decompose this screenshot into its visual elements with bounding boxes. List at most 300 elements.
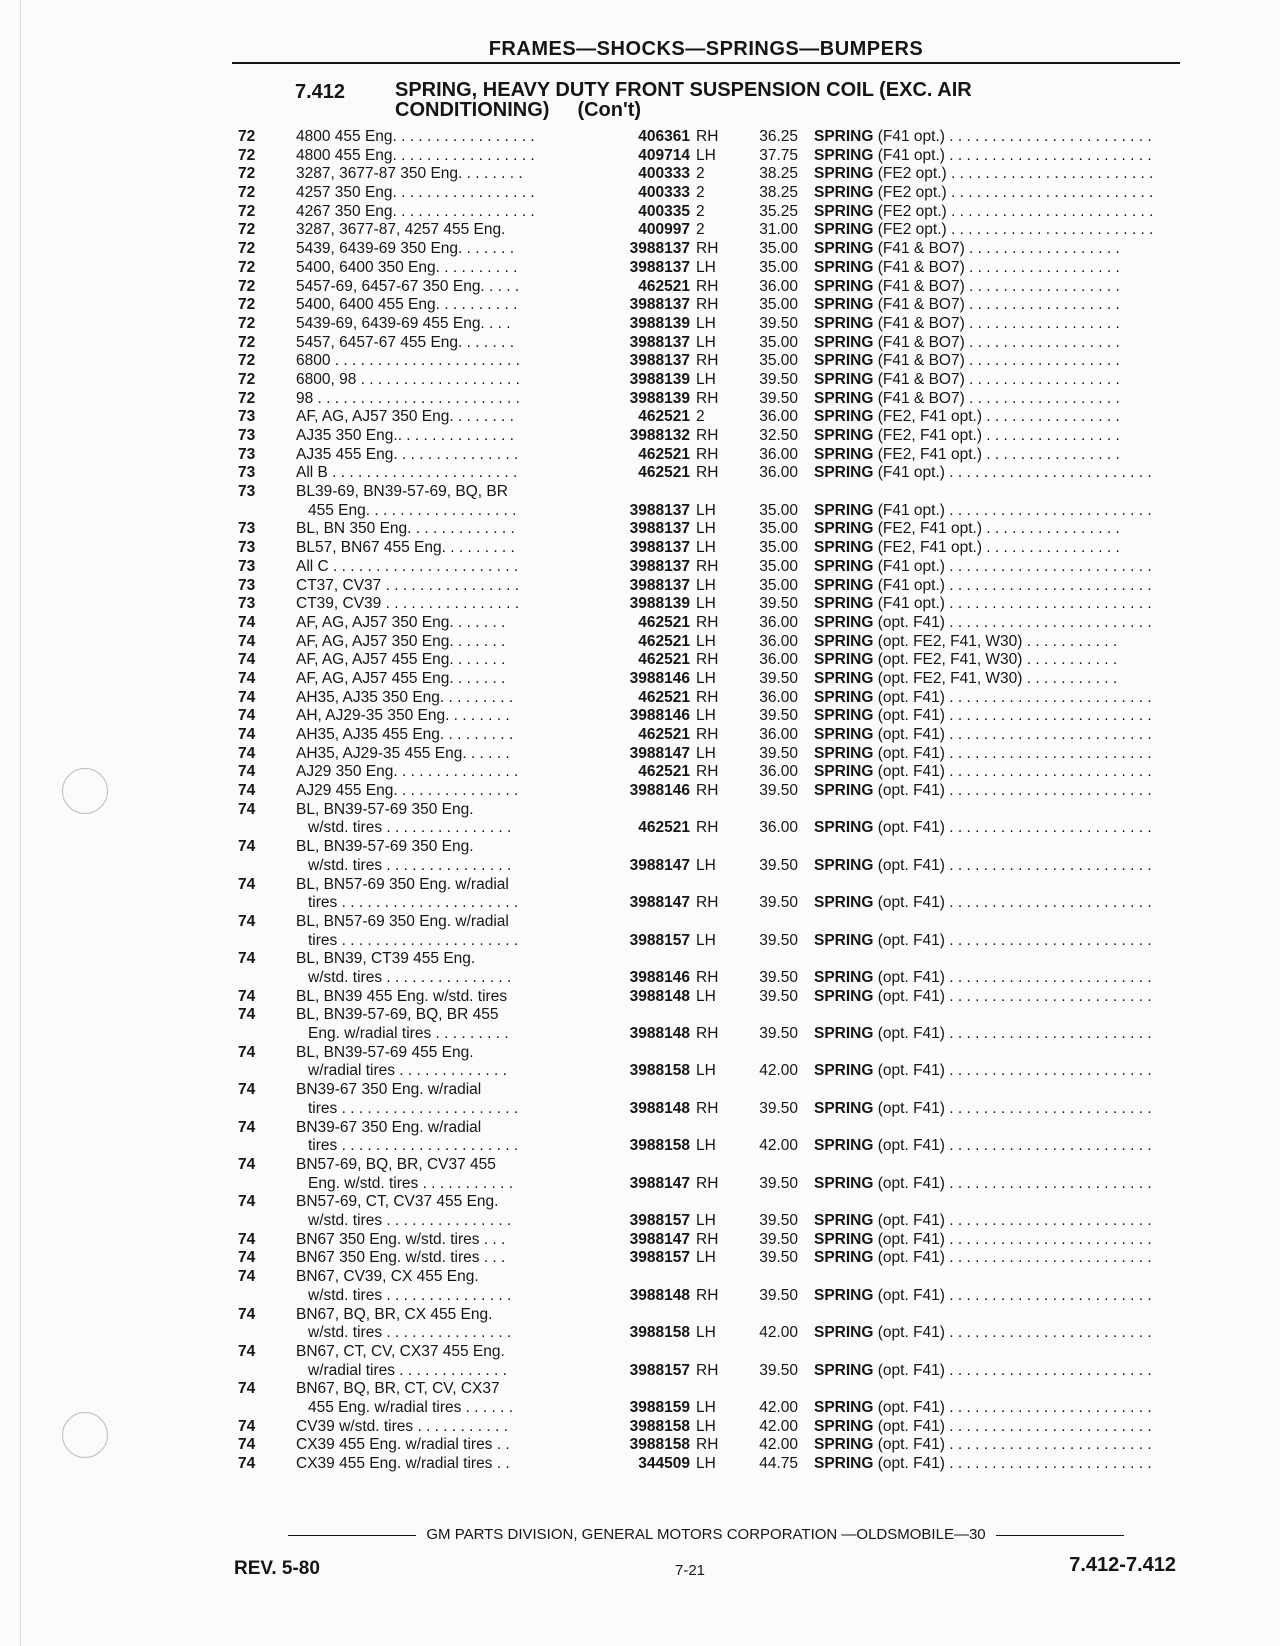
part-name-label: SPRING: [814, 744, 874, 762]
table-row: [0, 1081, 1280, 1118]
year: 73: [238, 595, 256, 613]
part-number: 3988137: [629, 520, 690, 538]
option-note: (opt. F41) . . . . . . . . . . . . . . . . . . . . . . . .: [877, 856, 1152, 874]
table-row: [0, 296, 1280, 315]
part-name: [814, 782, 1176, 801]
part-name-label: SPRING: [814, 1099, 874, 1117]
year: 74: [238, 613, 256, 631]
year: 73: [238, 445, 256, 463]
option-note: (opt. F41) . . . . . . . . . . . . . . . . . . . . . . . .: [877, 1398, 1152, 1416]
option-note: (opt. F41) . . . . . . . . . . . . . . . . . . . . . . . .: [877, 726, 1152, 744]
table-row: [0, 726, 1280, 745]
year: 72: [238, 389, 256, 407]
description: BN67 350 Eng. w/std. tires . . .: [296, 1230, 506, 1248]
part-name: [814, 763, 1176, 782]
description: 5400, 6400 350 Eng. . . . . . . . . .: [296, 258, 518, 276]
part-name: [814, 427, 1176, 446]
part-name-label: SPRING: [814, 314, 874, 332]
side-or-qty: LH: [696, 370, 716, 388]
part-name: [814, 595, 1176, 614]
option-note: (opt. FE2, F41, W30) . . . . . . . . . . .: [877, 669, 1118, 687]
option-note: (opt. F41) . . . . . . . . . . . . . . . . . . . . . . . .: [877, 744, 1152, 762]
table-row: [0, 184, 1280, 203]
part-name-label: SPRING: [814, 1212, 874, 1230]
year: 73: [238, 427, 256, 444]
part-number: 3988159: [629, 1398, 690, 1416]
part-name-label: SPRING: [814, 333, 874, 351]
part-name: [814, 240, 1176, 259]
year: 74: [238, 669, 256, 687]
side-or-qty: RH: [696, 128, 719, 145]
part-name-label: SPRING: [814, 202, 874, 220]
part-name: [814, 1287, 1176, 1306]
description: BL39-69, BN39-57-69, BQ, BR: [296, 483, 508, 501]
part-number: 409714: [638, 146, 690, 164]
year: 74: [238, 707, 256, 725]
side-or-qty: LH: [696, 501, 716, 519]
part-name: [814, 969, 1176, 988]
year: 73: [238, 408, 256, 426]
description: Eng. w/radial tires . . . . . . . . .: [308, 1025, 509, 1043]
part-number: 3988157: [629, 931, 690, 949]
year: 74: [238, 744, 256, 762]
year: 72: [238, 165, 256, 183]
option-note: (F41 & BO7) . . . . . . . . . . . . . . . . . .: [877, 370, 1120, 388]
description: AJ29 455 Eng. . . . . . . . . . . . . . .: [296, 782, 519, 800]
table-row: [0, 988, 1280, 1007]
part-number: 3988147: [629, 894, 690, 912]
part-name-label: SPRING: [814, 969, 874, 987]
option-note: (opt. F41) . . . . . . . . . . . . . . . . . . . . . . . .: [877, 894, 1152, 912]
side-or-qty: LH: [696, 1417, 716, 1435]
description: AF, AG, AJ57 350 Eng. . . . . . .: [296, 632, 506, 650]
part-name-label: SPRING: [814, 1174, 874, 1192]
option-note: (FE2 opt.) . . . . . . . . . . . . . . . . . . . . . . . .: [877, 184, 1154, 202]
part-name: [814, 651, 1176, 670]
year: 74: [238, 632, 256, 650]
year: 74: [238, 1081, 256, 1099]
price: 39.50: [759, 969, 798, 987]
price: 39.50: [759, 1025, 798, 1043]
table-row: [0, 352, 1280, 371]
price: 38.25: [759, 165, 798, 183]
part-number: 3988146: [629, 669, 690, 687]
part-number: 3988137: [629, 557, 690, 575]
description: AF, AG, AJ57 350 Eng. . . . . . . .: [296, 408, 514, 426]
side-or-qty: RH: [696, 1025, 719, 1043]
option-note: (F41 & BO7) . . . . . . . . . . . . . . . . . .: [877, 296, 1120, 314]
price: 36.00: [759, 819, 798, 837]
option-note: (opt. F41) . . . . . . . . . . . . . . . . . . . . . . . .: [877, 688, 1152, 706]
price: 39.50: [759, 1249, 798, 1267]
part-name-label: SPRING: [814, 1324, 874, 1342]
part-name: [814, 221, 1176, 240]
part-number: 462521: [638, 726, 690, 744]
part-name: [814, 390, 1176, 409]
table-row: [0, 558, 1280, 577]
option-note: (opt. F41) . . . . . . . . . . . . . . . . . . . . . . . .: [877, 931, 1152, 949]
option-note: (opt. F41) . . . . . . . . . . . . . . . . . . . . . . . .: [877, 782, 1152, 800]
part-name-label: SPRING: [814, 632, 874, 650]
side-or-qty: RH: [696, 427, 719, 444]
part-name-label: SPRING: [814, 128, 874, 145]
description: 3287, 3677-87 350 Eng. . . . . . . .: [296, 165, 523, 183]
side-or-qty: LH: [696, 539, 716, 557]
price: 39.50: [759, 744, 798, 762]
side-or-qty: RH: [696, 782, 719, 800]
part-name-label: SPRING: [814, 1025, 874, 1043]
side-or-qty: LH: [696, 1324, 716, 1342]
part-name: [814, 670, 1176, 689]
part-name-label: SPRING: [814, 352, 874, 370]
price: 39.50: [759, 987, 798, 1005]
option-note: (opt. F41) . . . . . . . . . . . . . . . . . . . . . . . .: [877, 819, 1152, 837]
year: 72: [238, 184, 256, 202]
part-number: 3988137: [629, 258, 690, 276]
year: 73: [238, 576, 256, 594]
year: 74: [238, 726, 256, 744]
part-name: [814, 558, 1176, 577]
description: AF, AG, AJ57 455 Eng. . . . . . .: [296, 651, 506, 669]
price: 39.50: [759, 782, 798, 800]
part-name: [814, 502, 1176, 521]
part-number: 3988137: [629, 352, 690, 370]
side-or-qty: RH: [696, 651, 719, 669]
description: 5439, 6439-69 350 Eng. . . . . . .: [296, 240, 515, 258]
year: 72: [238, 352, 256, 370]
part-number: 3988147: [629, 1174, 690, 1192]
description: CX39 455 Eng. w/radial tires . .: [296, 1455, 510, 1473]
option-note: (opt. F41) . . . . . . . . . . . . . . . . . . . . . . . .: [877, 987, 1152, 1005]
part-name-label: SPRING: [814, 539, 874, 557]
option-note: (F41 & BO7) . . . . . . . . . . . . . . . . . .: [877, 352, 1120, 370]
table-row: [0, 1343, 1280, 1380]
part-number: 3988146: [629, 969, 690, 987]
part-number: 3988148: [629, 987, 690, 1005]
side-or-qty: RH: [696, 819, 719, 837]
side-or-qty: LH: [696, 146, 716, 164]
price: 35.00: [759, 296, 798, 314]
table-row: [0, 689, 1280, 708]
year: 74: [238, 1118, 256, 1136]
part-name: [814, 689, 1176, 708]
description: AJ29 350 Eng. . . . . . . . . . . . . . .: [296, 763, 519, 781]
part-name-label: SPRING: [814, 1286, 874, 1304]
section-title-line1: SPRING, HEAVY DUTY FRONT SUSPENSION COIL (EXC. AIR: [395, 79, 972, 101]
description: BL, BN 350 Eng. . . . . . . . . . . . .: [296, 520, 515, 538]
price: 39.50: [759, 669, 798, 687]
option-note: (F41 & BO7) . . . . . . . . . . . . . . . . . .: [877, 258, 1120, 276]
option-note: (opt. F41) . . . . . . . . . . . . . . . . . . . . . . . .: [877, 1137, 1152, 1155]
year: 72: [238, 296, 256, 314]
year: 72: [238, 202, 256, 220]
part-name: [814, 1137, 1176, 1156]
price: 39.50: [759, 1286, 798, 1304]
part-name-label: SPRING: [814, 576, 874, 594]
part-number: 3988157: [629, 1361, 690, 1379]
part-name-label: SPRING: [814, 651, 874, 669]
part-number: 3988147: [629, 744, 690, 762]
description: BN39-67 350 Eng. w/radial: [296, 1081, 482, 1099]
description: AH, AJ29-35 350 Eng. . . . . . . .: [296, 707, 510, 725]
description: tires . . . . . . . . . . . . . . . . . . . . .: [308, 931, 519, 949]
side-or-qty: 2: [696, 202, 705, 220]
side-or-qty: 2: [696, 165, 705, 183]
part-number: 3988146: [629, 707, 690, 725]
description: BN67, BQ, BR, CX 455 Eng.: [296, 1305, 493, 1323]
description: w/radial tires . . . . . . . . . . . . .: [308, 1062, 507, 1080]
part-number: 406361: [638, 128, 690, 145]
table-row: [0, 390, 1280, 409]
part-name: [814, 707, 1176, 726]
part-name-label: SPRING: [814, 1361, 874, 1379]
option-note: (FE2 opt.) . . . . . . . . . . . . . . . . . . . . . . . .: [877, 221, 1154, 239]
part-number: 462521: [638, 763, 690, 781]
price: 35.00: [759, 520, 798, 538]
description: BN57-69, CT, CV37 455 Eng.: [296, 1193, 499, 1211]
part-name-label: SPRING: [814, 389, 874, 407]
part-number: 3988157: [629, 1249, 690, 1267]
year: 72: [238, 128, 256, 145]
side-or-qty: RH: [696, 763, 719, 781]
option-note: (opt. F41) . . . . . . . . . . . . . . . . . . . . . . . .: [877, 1174, 1152, 1192]
description: 3287, 3677-87, 4257 455 Eng.: [296, 221, 506, 239]
table-row: [0, 1119, 1280, 1156]
year: 74: [238, 838, 256, 856]
part-number: 3988148: [629, 1025, 690, 1043]
price: 39.50: [759, 707, 798, 725]
year: 74: [238, 800, 256, 818]
side-or-qty: LH: [696, 1062, 716, 1080]
part-number: 3988137: [629, 296, 690, 314]
description: AH35, AJ35 455 Eng. . . . . . . . .: [296, 726, 514, 744]
table-row: [0, 408, 1280, 427]
part-number: 462521: [638, 613, 690, 631]
description: AF, AG, AJ57 455 Eng. . . . . . .: [296, 669, 506, 687]
side-or-qty: LH: [696, 856, 716, 874]
part-name-label: SPRING: [814, 520, 874, 538]
description: CV39 w/std. tires . . . . . . . . . . .: [296, 1417, 508, 1435]
part-name: [814, 1175, 1176, 1194]
description: 5457-69, 6457-67 350 Eng. . . . .: [296, 277, 520, 295]
price: 39.50: [759, 931, 798, 949]
part-name: [814, 1062, 1176, 1081]
table-row: [0, 259, 1280, 278]
year: 74: [238, 1305, 256, 1323]
side-or-qty: RH: [696, 1099, 719, 1117]
part-name-label: SPRING: [814, 707, 874, 725]
table-row: [0, 278, 1280, 297]
table-row: [0, 801, 1280, 838]
side-or-qty: RH: [696, 240, 719, 258]
side-or-qty: RH: [696, 389, 719, 407]
part-name-label: SPRING: [814, 501, 874, 519]
description: All B . . . . . . . . . . . . . . . . . . . . . .: [296, 464, 518, 482]
description: BL57, BN67 455 Eng. . . . . . . . .: [296, 539, 515, 557]
part-name-label: SPRING: [814, 445, 874, 463]
table-row: [0, 1380, 1280, 1417]
part-name-label: SPRING: [814, 1137, 874, 1155]
option-note: (FE2 opt.) . . . . . . . . . . . . . . . . . . . . . . . .: [877, 165, 1154, 183]
part-name: [814, 371, 1176, 390]
description: AH35, AJ29-35 455 Eng. . . . . .: [296, 744, 510, 762]
description: 4800 455 Eng. . . . . . . . . . . . . . . . .: [296, 146, 535, 164]
year: 74: [238, 1249, 256, 1267]
year: 74: [238, 1455, 256, 1473]
part-name: [814, 1231, 1176, 1250]
price: 42.00: [759, 1137, 798, 1155]
table-row: [0, 128, 1280, 147]
part-name: [814, 745, 1176, 764]
option-note: (F41 & BO7) . . . . . . . . . . . . . . . . . .: [877, 389, 1120, 407]
part-name-label: SPRING: [814, 1062, 874, 1080]
part-name: [814, 147, 1176, 166]
part-number: 462521: [638, 408, 690, 426]
part-number: 462521: [638, 632, 690, 650]
part-name: [814, 988, 1176, 1007]
part-name: [814, 1249, 1176, 1268]
part-number: 400997: [638, 221, 690, 239]
part-name: [814, 165, 1176, 184]
part-name-label: SPRING: [814, 146, 874, 164]
part-name: [814, 1436, 1176, 1455]
part-number: 3988139: [629, 389, 690, 407]
side-or-qty: LH: [696, 1212, 716, 1230]
part-name-label: SPRING: [814, 184, 874, 202]
table-row: [0, 838, 1280, 875]
part-name: [814, 464, 1176, 483]
price: 35.25: [759, 202, 798, 220]
part-name: [814, 315, 1176, 334]
year: 72: [238, 277, 256, 295]
part-name-label: SPRING: [814, 296, 874, 314]
year: 74: [238, 651, 256, 669]
part-name: [814, 203, 1176, 222]
part-name: [814, 128, 1176, 147]
description: 98 . . . . . . . . . . . . . . . . . . . . . . . .: [296, 389, 520, 407]
option-note: (opt. F41) . . . . . . . . . . . . . . . . . . . . . . . .: [877, 1361, 1152, 1379]
year: 74: [238, 763, 256, 781]
description: BL, BN39, CT39 455 Eng.: [296, 950, 476, 968]
table-row: [0, 913, 1280, 950]
year: 74: [238, 950, 256, 968]
option-note: (opt. F41) . . . . . . . . . . . . . . . . . . . . . . . .: [877, 1455, 1152, 1473]
description: 4257 350 Eng. . . . . . . . . . . . . . . . .: [296, 184, 535, 202]
price: 39.50: [759, 595, 798, 613]
year: 74: [238, 875, 256, 893]
table-row: [0, 1268, 1280, 1305]
description: AF, AG, AJ57 350 Eng. . . . . . .: [296, 613, 506, 631]
table-row: [0, 614, 1280, 633]
description: tires . . . . . . . . . . . . . . . . . . . . .: [308, 1137, 519, 1155]
description: w/std. tires . . . . . . . . . . . . . . .: [308, 1286, 512, 1304]
table-row: [0, 1193, 1280, 1230]
section-title-line2: [395, 100, 641, 120]
side-or-qty: LH: [696, 258, 716, 276]
part-name: [814, 1399, 1176, 1418]
table-row: [0, 147, 1280, 166]
description: BL, BN57-69 350 Eng. w/radial: [296, 875, 509, 893]
price: 36.00: [759, 763, 798, 781]
year: 74: [238, 1268, 256, 1286]
year: 74: [238, 1006, 256, 1024]
part-name-label: SPRING: [814, 464, 874, 482]
description: CT39, CV39 . . . . . . . . . . . . . . . .: [296, 595, 520, 613]
part-name-label: SPRING: [814, 669, 874, 687]
price: 35.00: [759, 501, 798, 519]
description: AH35, AJ35 350 Eng. . . . . . . . .: [296, 688, 514, 706]
part-number: 400335: [638, 202, 690, 220]
parts-table: [0, 128, 1280, 1474]
part-name-label: SPRING: [814, 688, 874, 706]
description: BN67, CT, CV, CX37 455 Eng.: [296, 1342, 505, 1360]
description: 455 Eng. w/radial tires . . . . . .: [308, 1398, 514, 1416]
part-name-label: SPRING: [814, 613, 874, 631]
description: w/std. tires . . . . . . . . . . . . . . .: [308, 969, 512, 987]
year: 73: [238, 557, 256, 575]
part-name: [814, 1212, 1176, 1231]
part-name-label: SPRING: [814, 1230, 874, 1248]
side-or-qty: RH: [696, 1436, 719, 1454]
part-name-label: SPRING: [814, 258, 874, 276]
part-name-label: SPRING: [814, 557, 874, 575]
side-or-qty: RH: [696, 726, 719, 744]
price: 36.00: [759, 277, 798, 295]
part-name: [814, 1418, 1176, 1437]
table-row: [0, 707, 1280, 726]
description: 4267 350 Eng. . . . . . . . . . . . . . . . .: [296, 202, 535, 220]
footer-page-number: 7-21: [674, 1562, 706, 1579]
price: 35.00: [759, 333, 798, 351]
price: 42.00: [759, 1436, 798, 1454]
part-number: 462521: [638, 651, 690, 669]
price: 39.50: [759, 1174, 798, 1192]
price: 39.50: [759, 1212, 798, 1230]
table-row: [0, 165, 1280, 184]
footer-revision: REV. 5-80: [234, 1558, 320, 1579]
year: 74: [238, 688, 256, 706]
side-or-qty: LH: [696, 1249, 716, 1267]
side-or-qty: RH: [696, 1230, 719, 1248]
table-row: [0, 483, 1280, 520]
price: 39.50: [759, 389, 798, 407]
year: 73: [238, 539, 256, 557]
price: 39.50: [759, 856, 798, 874]
part-name: [814, 577, 1176, 596]
option-note: (FE2, F41 opt.) . . . . . . . . . . . . . . . .: [877, 520, 1120, 538]
description: tires . . . . . . . . . . . . . . . . . . . . .: [308, 1099, 519, 1117]
description: BN39-67 350 Eng. w/radial: [296, 1118, 482, 1136]
description: tires . . . . . . . . . . . . . . . . . . . . .: [308, 894, 519, 912]
option-note: (FE2, F41 opt.) . . . . . . . . . . . . . . . .: [877, 427, 1120, 444]
part-name-label: SPRING: [814, 987, 874, 1005]
side-or-qty: RH: [696, 296, 719, 314]
part-number: 344509: [638, 1455, 690, 1473]
part-number: 3988139: [629, 314, 690, 332]
description: CT37, CV37 . . . . . . . . . . . . . . . .: [296, 576, 520, 594]
year: 74: [238, 1193, 256, 1211]
section-number: 7.412: [295, 81, 346, 103]
table-row: [0, 763, 1280, 782]
description: w/radial tires . . . . . . . . . . . . .: [308, 1361, 507, 1379]
part-number: 3988132: [629, 427, 690, 444]
part-number: 462521: [638, 819, 690, 837]
part-number: 3988157: [629, 1212, 690, 1230]
price: 35.00: [759, 557, 798, 575]
year: 73: [238, 483, 256, 501]
year: 74: [238, 912, 256, 930]
part-name: [814, 614, 1176, 633]
